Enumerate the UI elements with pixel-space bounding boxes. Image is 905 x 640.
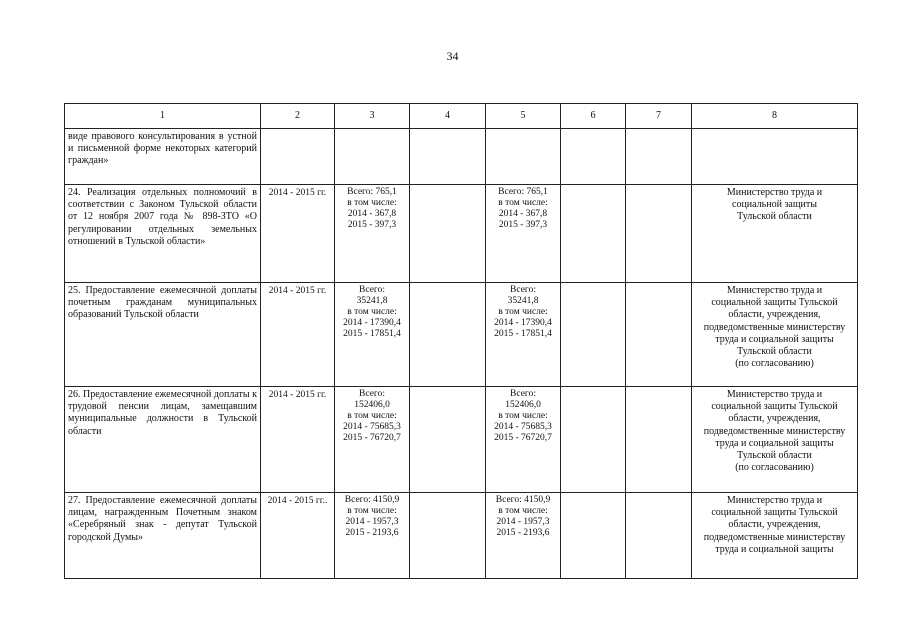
regional-funds-cell bbox=[486, 185, 561, 283]
federal-funds-cell bbox=[410, 185, 486, 283]
cell-line: в том числе: bbox=[347, 198, 397, 208]
cell-line: социальной защиты Тульской bbox=[711, 297, 838, 309]
cell-line: в том числе: bbox=[498, 411, 548, 421]
cell-line: в том числе: bbox=[347, 506, 397, 516]
cell-line: (по согласованию) bbox=[735, 358, 814, 370]
cell-line: Министерство труда и bbox=[726, 495, 823, 506]
cell-line: подведомственные министерству bbox=[703, 425, 846, 437]
cell-line: Всего: 4150,9 bbox=[495, 495, 551, 505]
header-cell: 5 bbox=[486, 104, 561, 129]
federal-funds-cell bbox=[410, 129, 486, 185]
funding-total-cell bbox=[335, 387, 410, 493]
funding-total-cell bbox=[335, 493, 410, 579]
regional-funds-cell bbox=[486, 283, 561, 387]
cell-line: Всего: 765,1 bbox=[498, 187, 548, 197]
executor-cell bbox=[692, 493, 858, 579]
cell-line: Тульской области bbox=[737, 450, 812, 462]
cell-line: 2015 - 397,3 bbox=[347, 220, 397, 230]
period-cell: 2014 - 2015 гг. bbox=[261, 387, 335, 493]
cell-line: в том числе: bbox=[347, 411, 397, 421]
federal-funds-cell bbox=[410, 283, 486, 387]
cell-line: 2014 - 367,8 bbox=[347, 209, 397, 219]
cell-line: области, учреждения, bbox=[728, 413, 821, 425]
header-cell: 1 bbox=[65, 104, 261, 129]
cell-line: в том числе: bbox=[498, 506, 548, 516]
table-row bbox=[65, 387, 858, 493]
cell-line: 2014 - 17390,4 bbox=[494, 318, 552, 328]
local-funds-cell bbox=[561, 493, 626, 579]
funding-total-cell bbox=[335, 283, 410, 387]
cell-line: Всего: bbox=[510, 389, 536, 399]
other-funds-cell bbox=[626, 493, 692, 579]
cell-line: в том числе: bbox=[347, 307, 397, 317]
cell-line: 2014 - 1957,3 bbox=[345, 517, 399, 527]
cell-line: труда и социальной защиты bbox=[715, 333, 834, 345]
cell-line: области, учреждения, bbox=[728, 309, 821, 321]
measure-name-cell: 25. Предоставление ежемесячной доплаты почетным гражданам муниципальных образований Тульской области bbox=[65, 283, 261, 387]
cell-line: Министерство труда и bbox=[726, 285, 823, 296]
local-funds-cell bbox=[561, 283, 626, 387]
cell-line: 2015 - 2193,6 bbox=[496, 528, 550, 538]
cell-line: 2014 - 17390,4 bbox=[343, 318, 401, 328]
header-cell: 3 bbox=[335, 104, 410, 129]
period-cell: 2014 - 2015 гг. bbox=[261, 283, 335, 387]
cell-line: 152406,0 bbox=[505, 400, 541, 410]
local-funds-cell bbox=[561, 185, 626, 283]
cell-line: Всего: 765,1 bbox=[347, 187, 397, 197]
local-funds-cell bbox=[561, 129, 626, 185]
header-cell: 6 bbox=[561, 104, 626, 129]
measure-name-cell: виде правового консультирования в устной и письменной форме некоторых категорий граждан» bbox=[65, 129, 261, 185]
cell-line: 2015 - 17851,4 bbox=[343, 329, 401, 339]
cell-line: 2015 - 76720,7 bbox=[343, 433, 401, 443]
cell-line: Министерство труда и bbox=[726, 187, 823, 198]
other-funds-cell bbox=[626, 185, 692, 283]
cell-line: социальной защиты Тульской bbox=[711, 401, 838, 413]
other-funds-cell bbox=[626, 387, 692, 493]
table-row bbox=[65, 493, 858, 579]
cell-line: 152406,0 bbox=[354, 400, 390, 410]
cell-line: Тульской области bbox=[737, 211, 812, 223]
regional-funds-cell bbox=[486, 493, 561, 579]
cell-line: 2014 - 75685,3 bbox=[494, 422, 552, 432]
cell-line: подведомственные министерству bbox=[703, 321, 846, 333]
period-cell: 2014 - 2015 гг.. bbox=[261, 493, 335, 579]
cell-line: Всего: 4150,9 bbox=[344, 495, 400, 505]
cell-line: Всего: bbox=[359, 389, 385, 399]
measure-name-cell: 26. Предоставление ежемесячной доплаты к трудовой пенсии лицам, замещавшим муниципальные должности в Тульской области bbox=[65, 387, 261, 493]
regional-funds-cell bbox=[486, 387, 561, 493]
cell-line: Всего: bbox=[359, 285, 385, 295]
measure-name-cell: 27. Предоставление ежемесячной доплаты лицам, награжденным Почетным знаком «Серебряный знак - депутат Тульской городской Думы» bbox=[65, 493, 261, 579]
cell-line: 35241,8 bbox=[507, 296, 539, 306]
header-cell: 8 bbox=[692, 104, 858, 129]
cell-line: 2014 - 367,8 bbox=[498, 209, 548, 219]
period-cell: 2014 - 2015 гг. bbox=[261, 185, 335, 283]
federal-funds-cell bbox=[410, 493, 486, 579]
header-cell: 2 bbox=[261, 104, 335, 129]
cell-line: труда и социальной защиты bbox=[715, 437, 834, 449]
cell-line: труда и социальной защиты bbox=[715, 543, 834, 555]
funding-total-cell bbox=[335, 129, 410, 185]
cell-line: подведомственные министерству bbox=[703, 531, 846, 543]
cell-line: 2015 - 17851,4 bbox=[494, 329, 552, 339]
page-number: 34 bbox=[446, 49, 459, 63]
cell-line: 2014 - 75685,3 bbox=[343, 422, 401, 432]
cell-line: в том числе: bbox=[498, 198, 548, 208]
funding-total-cell bbox=[335, 185, 410, 283]
header-row bbox=[65, 104, 858, 129]
cell-line: (по согласованию) bbox=[735, 462, 814, 474]
program-measures-table bbox=[64, 103, 858, 579]
table-row bbox=[65, 129, 858, 185]
cell-line: Министерство труда и bbox=[726, 389, 823, 400]
period-cell bbox=[261, 129, 335, 185]
regional-funds-cell bbox=[486, 129, 561, 185]
other-funds-cell bbox=[626, 283, 692, 387]
cell-line: 2015 - 2193,6 bbox=[345, 528, 399, 538]
executor-cell bbox=[692, 283, 858, 387]
table-row bbox=[65, 185, 858, 283]
cell-line: Тульской области bbox=[737, 346, 812, 358]
cell-line: области, учреждения, bbox=[728, 519, 821, 531]
measure-name-cell: 24. Реализация отдельных полномочий в соответствии с Законом Тульской области от 12 ноября 2007 года № 898-ЗТО «О регулировании отдельных земельных отношений в Тульской области» bbox=[65, 185, 261, 283]
cell-line: 2015 - 76720,7 bbox=[494, 433, 552, 443]
cell-line: социальной защиты Тульской bbox=[711, 507, 838, 519]
other-funds-cell bbox=[626, 129, 692, 185]
header-cell: 4 bbox=[410, 104, 486, 129]
cell-line: 35241,8 bbox=[356, 296, 388, 306]
cell-line: 2014 - 1957,3 bbox=[496, 517, 550, 527]
cell-line: 2015 - 397,3 bbox=[498, 220, 548, 230]
cell-line: Всего: bbox=[510, 285, 536, 295]
federal-funds-cell bbox=[410, 387, 486, 493]
header-cell: 7 bbox=[626, 104, 692, 129]
executor-cell bbox=[692, 185, 858, 283]
cell-line: социальной защиты bbox=[732, 199, 817, 211]
table-row bbox=[65, 283, 858, 387]
executor-cell bbox=[692, 129, 858, 185]
cell-line: в том числе: bbox=[498, 307, 548, 317]
executor-cell bbox=[692, 387, 858, 493]
local-funds-cell bbox=[561, 387, 626, 493]
